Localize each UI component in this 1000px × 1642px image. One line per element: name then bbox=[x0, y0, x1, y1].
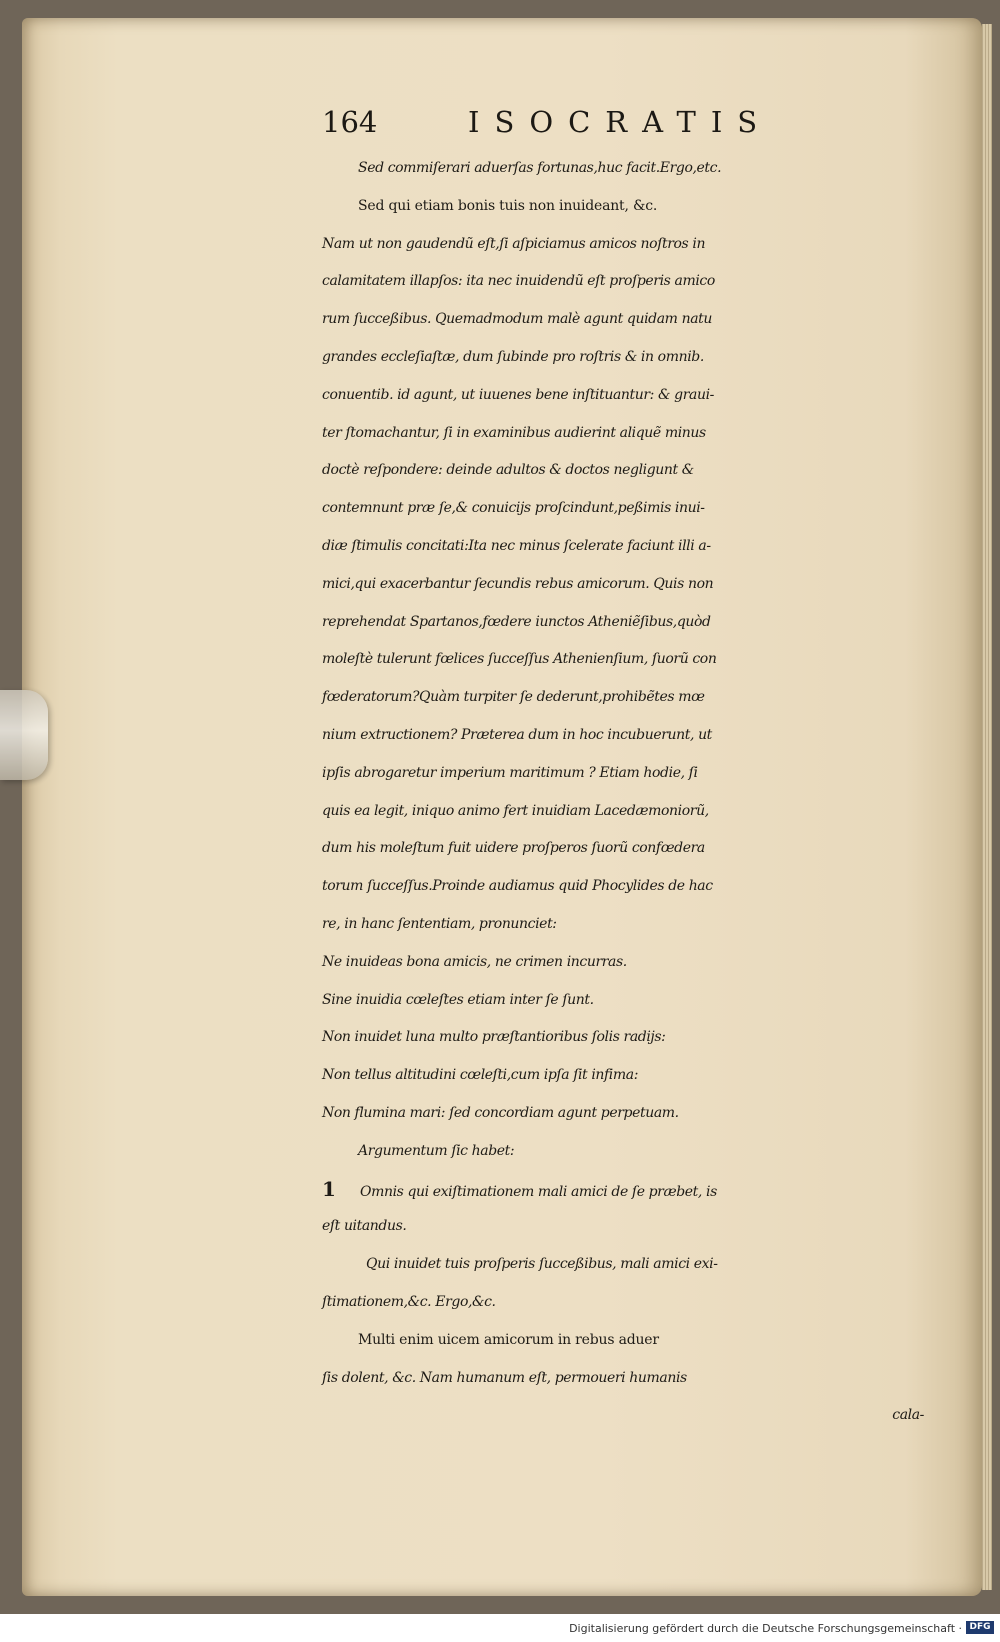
text-line bbox=[322, 528, 962, 566]
line-text: rum ſucceßibus. Quemadmodum malè agunt quidam natu bbox=[322, 311, 713, 328]
line-text: doctè reſpondere: deinde adultos & doctos negligunt & bbox=[322, 462, 694, 479]
line-text: ipſis abrogaretur imperium maritimum ? Etiam hodie, ſi bbox=[322, 764, 698, 781]
page-number: 164 bbox=[322, 105, 378, 139]
text-line bbox=[322, 377, 962, 415]
text-line bbox=[322, 1322, 962, 1360]
line-text: Omnis qui exiſtimationem mali amici de ſe præbet, is bbox=[360, 1183, 717, 1200]
text-line bbox=[322, 1133, 962, 1171]
text-line bbox=[322, 1019, 962, 1057]
line-text: Nam ut non gaudendũ eſt,ſi aſpiciamus amicos noſtros in bbox=[322, 235, 706, 252]
text-line bbox=[322, 906, 962, 944]
text-line bbox=[322, 150, 962, 188]
text-line bbox=[322, 226, 962, 264]
line-text: Sed qui etiam bonis tuis non inuideant, &c. bbox=[358, 197, 658, 214]
line-text: contemnunt præ ſe,& conuicijs proſcindunt,peßimis inui- bbox=[322, 500, 705, 517]
text-line bbox=[322, 1057, 962, 1095]
text-line bbox=[322, 793, 962, 831]
page-header bbox=[322, 105, 912, 145]
text-line bbox=[322, 1208, 962, 1246]
line-text: calamitatem illapſos: ita nec inuidendũ eſt proſperis amico bbox=[322, 273, 715, 290]
line-text: conuentib. id agunt, ut iuuenes bene inſtituantur: & graui- bbox=[322, 386, 714, 403]
line-text: ſtimationem,&c. Ergo,&c. bbox=[322, 1293, 496, 1310]
text-line bbox=[322, 339, 962, 377]
text-line bbox=[322, 755, 962, 793]
line-text: re, in hanc ſententiam, pronunciet: bbox=[322, 915, 557, 932]
text-line bbox=[322, 868, 962, 906]
text-line bbox=[322, 641, 962, 679]
line-text: ſis dolent, &c. Nam humanum eſt, permoueri humanis bbox=[322, 1369, 687, 1386]
line-text: Non inuidet luna multo præſtantioribus ſolis radijs: bbox=[322, 1029, 666, 1046]
text-line bbox=[322, 679, 962, 717]
line-text: eſt uitandus. bbox=[322, 1218, 407, 1235]
line-text: torum ſucceſſus.Proinde audiamus quid Phocylides de hac bbox=[322, 878, 713, 895]
line-text: dum his moleſtum fuit uidere proſperos ſuorũ confœdera bbox=[322, 840, 705, 857]
line-text: cala- bbox=[892, 1407, 924, 1424]
line-text: reprehendat Spartanos,fœdere iunctos Atheniẽſibus,quòd bbox=[322, 613, 711, 630]
line-text: quis ea legit, iniquo animo fert inuidiam Lacedæmoniorũ, bbox=[322, 802, 709, 819]
text-line bbox=[322, 1360, 962, 1398]
funding-notice: Digitalisierung gefördert durch die Deutsche Forschungsgemeinschaft · bbox=[569, 1622, 962, 1635]
line-text: diæ ſtimulis concitati:Ita nec minus ſcelerate faciunt illi a- bbox=[322, 537, 711, 554]
line-text: grandes eccleſiaſtæ, dum ſubinde pro roſtris & in omnib. bbox=[322, 348, 704, 365]
line-text: mici,qui exacerbantur ſecundis rebus amicorum. Quis non bbox=[322, 575, 714, 592]
text-line bbox=[322, 1171, 962, 1209]
argument-marker: 1 bbox=[322, 1176, 336, 1201]
text-line bbox=[322, 944, 962, 982]
text-line bbox=[322, 188, 962, 226]
line-text: nium extructionem? Præterea dum in hoc incubuerunt, ut bbox=[322, 726, 712, 743]
dfg-logo: DFG bbox=[966, 1621, 994, 1634]
line-text: Non tellus altitudini cœleſti,cum ipſa ſit infima: bbox=[322, 1067, 639, 1084]
page-clip bbox=[0, 690, 48, 780]
text-line bbox=[322, 263, 962, 301]
text-line bbox=[322, 1246, 962, 1284]
body-text bbox=[322, 150, 962, 1435]
line-text: Sed commiſerari aduerſas fortunas,huc facit.Ergo,etc. bbox=[358, 160, 722, 176]
text-line bbox=[322, 566, 962, 604]
line-text: moleſtè tulerunt fœlices ſucceſſus Athenienſium, ſuorũ con bbox=[322, 651, 717, 668]
text-line bbox=[322, 604, 962, 642]
text-line bbox=[322, 490, 962, 528]
text-line bbox=[322, 830, 962, 868]
line-text: fœderatorum?Quàm turpiter ſe dederunt,prohibẽtes mœ bbox=[322, 689, 705, 706]
text-line bbox=[322, 1397, 962, 1435]
line-text: Non flumina mari: ſed concordiam agunt perpetuam. bbox=[322, 1104, 679, 1121]
page-edges bbox=[982, 24, 992, 1590]
footer-bar bbox=[0, 1614, 1000, 1642]
line-text: Qui inuidet tuis proſperis ſucceßibus, mali amici exi- bbox=[366, 1256, 718, 1273]
line-text: Ne inuideas bona amicis, ne crimen incurras. bbox=[322, 953, 627, 970]
text-line bbox=[322, 1284, 962, 1322]
text-line bbox=[322, 717, 962, 755]
text-line bbox=[322, 301, 962, 339]
running-head: ISOCRATIS bbox=[468, 105, 773, 139]
text-line bbox=[322, 1095, 962, 1133]
line-text: Multi enim uicem amicorum in rebus aduer bbox=[358, 1331, 659, 1348]
line-text: ter ſtomachantur, ſi in examinibus audierint aliquẽ minus bbox=[322, 424, 706, 441]
line-text: Argumentum ſic habet: bbox=[358, 1142, 515, 1159]
text-line bbox=[322, 982, 962, 1020]
text-line bbox=[322, 415, 962, 453]
line-text: Sine inuidia cœleſtes etiam inter ſe ſunt. bbox=[322, 991, 594, 1008]
text-line bbox=[322, 452, 962, 490]
